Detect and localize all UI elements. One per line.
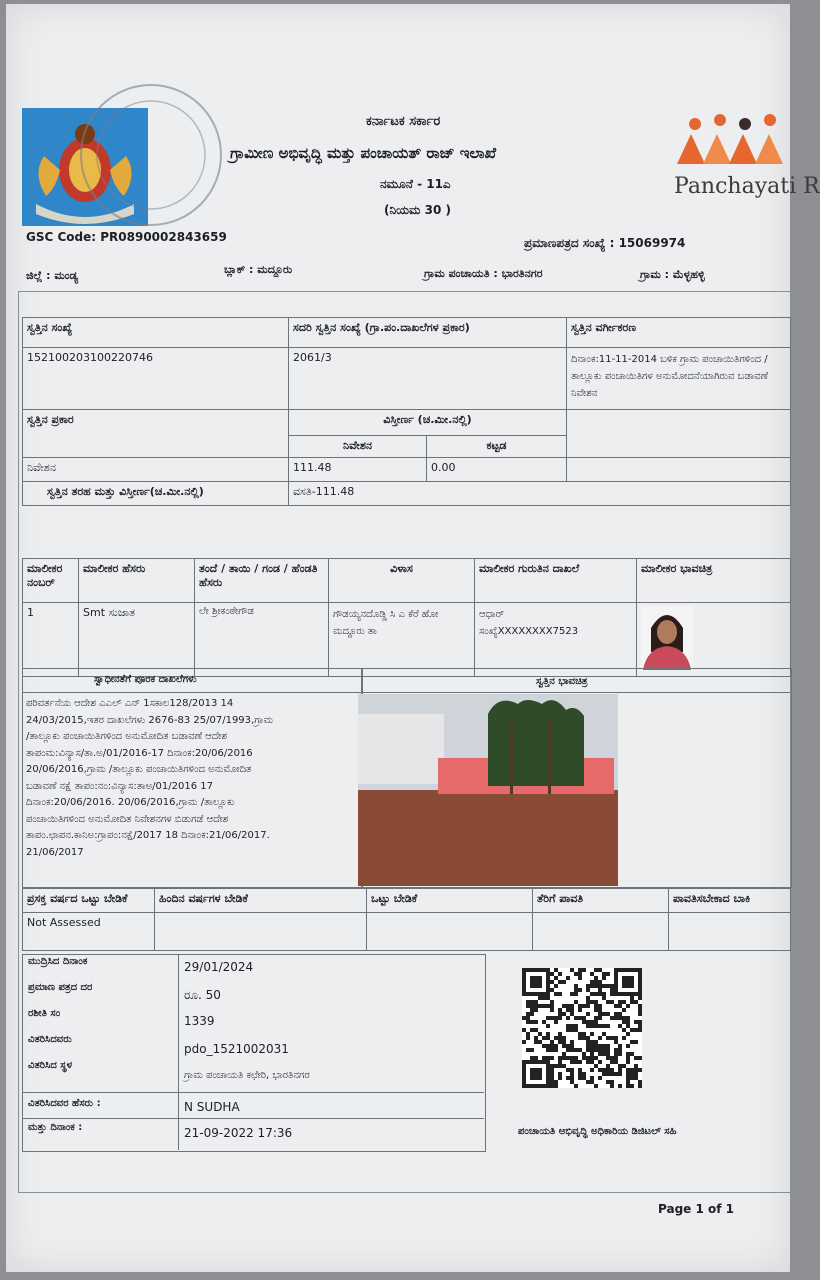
owner-id-number: ಸಂಖ್ಯೆXXXXXXXX7523 [479, 626, 579, 637]
header-owner-no: ಮಾಲೀಕರ ನಂಬರ್ [23, 559, 79, 603]
header-relation: ತಂದೆ / ತಾಯಿ / ಗಂಡ / ಹೆಂಡತಿ ಹೆಸರು [195, 559, 329, 603]
header-balance: ಪಾವತಿಸಬೇಕಾದ ಬಾಕಿ [669, 889, 791, 913]
header-property-photo: ಸ್ವತ್ತಿನ ಭಾವಚಿತ್ರ [536, 676, 588, 687]
blank-cell [567, 458, 791, 482]
label-issuer: ವಿತರಿಸಿದವರು [28, 1034, 72, 1045]
gsc-code: GSC Code: PR0890002843659 [26, 230, 227, 244]
previous-demand [155, 913, 367, 951]
doc-line: 24/03/2015,ಇತರ ದಾಖಲೆಗಳು 2676-83 25/07/1993,ಗ್ರಾಮ [26, 714, 274, 726]
doc-line: ಪಂಚಾಯಿತಿಗಳಿಂದ ಅನುಮೋದಿತ ನಿವೇಶನಗಳ ಬಿಡುಗಡೆ ಆದೇಶ [26, 813, 229, 825]
tax-table [22, 888, 791, 951]
header-tax-paid: ತೆರಿಗೆ ಪಾವತಿ [533, 889, 669, 913]
state-title: ಕರ್ನಾಟಕ ಸರ್ಕಾರ [366, 114, 441, 129]
owner-photo-cell [637, 603, 791, 677]
tax-paid [533, 913, 669, 951]
panchayati-logo-icon [673, 114, 790, 172]
header-current-demand: ಪ್ರಸಕ್ತ ವರ್ಷದ ಒಟ್ಟು ಬೇಡಿಕೆ [23, 889, 155, 913]
receipt-number: 1339 [184, 1014, 215, 1028]
header-docs: ಸ್ವಾಧೀನತೆಗೆ ಪೂರಕ ದಾಖಲೆಗಳು [94, 674, 197, 685]
label-issuer-name: ವಿತರಿಸಿದವರ ಹೆಸರು : [28, 1098, 101, 1109]
header-total-demand: ಒಟ್ಟು ಬೇಡಿಕೆ [367, 889, 533, 913]
header-property-type: ಸ್ವತ್ತಿನ ಪ್ರಕಾರ [23, 410, 289, 458]
doc-line: 21/06/2017 [26, 846, 84, 858]
label-place: ವಿತರಿಸಿದ ಸ್ಥಳ [28, 1060, 73, 1071]
header-area: ವಿಸ್ತೀರ್ಣ (ಚ.ಮೀ.ನಲ್ಲಿ) [289, 410, 567, 436]
print-date: 29/01/2024 [184, 960, 254, 974]
owner-table [22, 558, 791, 677]
gram-panchayat: ಗ್ರಾಮ ಪಂಚಾಯತಿ : ಭಾರತಿನಗರ [424, 267, 543, 280]
owner-relation: ಲೇ ಶ್ರೀಕಂಠೇಗೌಡ [195, 603, 329, 677]
current-demand: Not Assessed [23, 913, 155, 951]
header-site: ನಿವೇಶನ [289, 436, 427, 458]
owner-number: 1 [23, 603, 79, 677]
docs-list [26, 696, 360, 861]
building-area: 0.00 [427, 458, 567, 482]
issuer-id: pdo_1521002031 [184, 1042, 289, 1056]
header-classification: ಸ್ವತ್ತಿನ ವರ್ಗೀಕರಣ [567, 318, 791, 348]
owner-id-label: ಆಧಾರ್ [479, 609, 505, 620]
qr-code-icon [522, 968, 642, 1090]
rule-number: (ನಿಯಮ 30 ) [384, 203, 451, 217]
owner-id [475, 603, 637, 677]
certificate-fee: ರೂ. 50 [184, 988, 221, 1002]
record-number: 2061/3 [289, 348, 567, 410]
issue-datetime: 21-09-2022 17:36 [184, 1126, 293, 1140]
doc-line: /ತಾಲ್ಲೂಕು ಪಂಚಾಯಿತಿಗಳಿಂದ ಅನುಮೋದಿತ ಬಡಾವಣೆ ಆದೇಶ [26, 731, 227, 742]
owner-name: Smt ಸುಜಾತ [79, 603, 195, 677]
issuer-name: N SUDHA [184, 1100, 240, 1114]
site-area: 111.48 [289, 458, 427, 482]
blank-cell [567, 410, 791, 458]
doc-line: ಬಡಾವಣೆ ನಕ್ಷೆ ತಾಪಂ:ನಂ:ವಿನ್ಯಾಸ:ತಾಅ/01/2016 17 [26, 780, 213, 792]
header-property-no: ಸ್ವತ್ತಿನ ಸಂಖ್ಯೆ [23, 318, 289, 348]
header-nature: ಸ್ವತ್ತಿನ ತರಹ ಮತ್ತು ವಿಸ್ತೀರ್ಣ(ಚ.ಮೀ.ನಲ್ಲಿ) [23, 482, 289, 506]
property-classification: ದಿನಾಂಕ:11-11-2014 ಬಳಿಕ ಗ್ರಾಮ ಪಂಚಾಯಿತಿಗಳಿಂದ /ತಾಲ್ಲೂಕು ಪಂಚಾಯಿತಿಗಳ ಅನುಮೋದನೆಯಾಗಿರುವ ಬಡಾವಣೆ ನಿವೇಶನ [567, 348, 791, 410]
property-table [22, 317, 791, 506]
label-fee: ಪ್ರಮಾಣ ಪತ್ರದ ದರ [28, 982, 93, 993]
doc-line: ತಾಪಂ.ಛಾಪನ.ಕಾನಿಅ:ಗ್ರಾಪಂ:ನಕ್ಷೆ/2017 18 ದಿನಾಂಕ:21/06/2017. [26, 830, 270, 841]
label-receipt: ರಶೀತಿ ಸಂ [28, 1008, 61, 1019]
panchayati-logo-text: Panchayati R [674, 174, 820, 199]
document-sheet [6, 4, 820, 1272]
label-datetime: ಮತ್ತು ದಿನಾಂಕ : [28, 1122, 83, 1133]
header-record-no: ಸದರಿ ಸ್ವತ್ತಿನ ಸಂಖ್ಯೆ (ಗ್ರಾ.ಪಂ.ದಾಖಲೆಗಳ ಪ್ರಕಾರ) [289, 318, 567, 348]
department-title: ಗ್ರಾಮೀಣ ಅಭಿವೃದ್ಧಿ ಮತ್ತು ಪಂಚಾಯತ್ ರಾಜ್ ಇಲಾಖೆ [230, 144, 497, 162]
doc-line: ಪರಿವರ್ತನೆಯ ಆದೇಶ ಎಎಲ್ ಎನ್ 1ಸಕಾಲ128/2013 14 [26, 698, 234, 709]
property-type: ನಿವೇಶನ [23, 458, 289, 482]
doc-line: 20/06/2016,ಗ್ರಾಮ /ತಾಲ್ಲೂಕು ಪಂಚಾಯಿತಿಗಳಿಂದ ಅನುಮೋದಿತ [26, 764, 252, 775]
property-number: 152100203100220746 [23, 348, 289, 410]
header-building: ಕಟ್ಟಡ [427, 436, 567, 458]
header-owner-photo: ಮಾಲೀಕರ ಭಾವಚಿತ್ರ [637, 559, 791, 603]
block: ಬ್ಲಾಕ್ : ಮದ್ದೂರು [224, 263, 293, 276]
balance-due [669, 913, 791, 951]
header-address: ವಿಳಾಸ [329, 559, 475, 603]
village: ಗ್ರಾಮ : ಮೆಳ್ಳಹಳ್ಳಿ [640, 268, 705, 281]
form-number: ನಮೂನೆ - 11ಎ [380, 177, 451, 191]
header-owner-name: ಮಾಲೀಕರ ಹೆಸರು [79, 559, 195, 603]
doc-line: ದಿನಾಂಕ:20/06/2016. 20/06/2016,ಗ್ರಾಮ /ತಾಲ್ಲೂಕು [26, 797, 235, 808]
page-number: Page 1 of 1 [658, 1202, 734, 1216]
header-previous-demand: ಹಿಂದಿನ ವರ್ಷಗಳ ಬೇಡಿಕೆ [155, 889, 367, 913]
property-nature: ವಸತಿ-111.48 [289, 482, 791, 506]
digital-signature-label: ಪಂಚಾಯತಿ ಅಭಿವೃದ್ಧಿ ಅಧಿಕಾರಿಯ ಡಿಜಿಟಲ್ ಸಹಿ [518, 1126, 677, 1137]
label-print-date: ಮುದ್ರಿಸಿದ ದಿನಾಂಕ [28, 956, 88, 967]
issue-place: ಗ್ರಾಮ ಪಂಚಾಯತಿ ಕಛೇರಿ, ಭಾರತಿನಗರ [184, 1070, 310, 1081]
office-stamp-icon [76, 80, 226, 230]
owner-address: ಗೌಡಯ್ಯನದೊಡ್ಡಿ ಸಿ ಎ ಕೆರೆ ಹೋ ಮದ್ದೂರು ತಾ [329, 603, 475, 677]
certificate-number: ಪ್ರಮಾಣಪತ್ರದ ಸಂಖ್ಯೆ : 15069974 [524, 236, 686, 250]
header-owner-id: ಮಾಲೀಕರ ಗುರುತಿನ ದಾಖಲೆ [475, 559, 637, 603]
owner-photo-icon [641, 606, 693, 670]
total-demand [367, 913, 533, 951]
doc-line: ತಾಪಂಮ:ವಿನ್ಯಾಸ/ತಾ.ಅ/01/2016-17 ದಿನಾಂಕ:20/06/2016 [26, 747, 253, 759]
property-photo [358, 694, 618, 886]
district: ಜಿಲ್ಲೆ : ಮಂಡ್ಯ [26, 269, 79, 282]
